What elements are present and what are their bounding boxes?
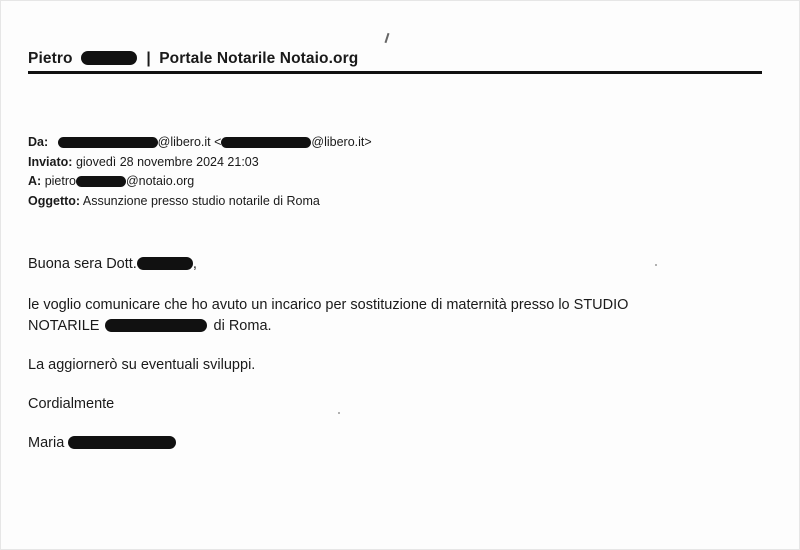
message-line-1: le voglio comunicare che ho avuto un incarico per sostituzione di maternità presso lo STUDIO: [28, 297, 629, 313]
redacted-studio-name: [105, 319, 207, 332]
update-line: La aggiornerò su eventuali sviluppi.: [28, 357, 256, 373]
document-header: [28, 50, 358, 68]
sent-value: giovedì 28 novembre 2024 21:03: [75, 154, 259, 169]
redacted-sender-address-2: [221, 137, 311, 148]
sent-label: Inviato:: [28, 154, 73, 169]
closing-line: Cordialmente: [28, 396, 115, 412]
signature-name: Maria: [28, 435, 65, 451]
from-row: [28, 133, 372, 153]
greeting-line: [28, 254, 768, 275]
scan-dust: [655, 264, 657, 266]
redacted-sender-address: [58, 137, 158, 148]
to-value-prefix: pietro: [44, 174, 76, 188]
subject-row: [28, 192, 372, 212]
from-label: Da:: [28, 135, 49, 149]
to-value-suffix: @notaio.org: [125, 174, 195, 188]
scan-speck: [385, 33, 390, 43]
email-body: [28, 254, 768, 454]
scan-dust: [338, 412, 340, 414]
redacted-signature-surname: [68, 436, 176, 449]
message-paragraph: [28, 295, 768, 337]
subject-value: Assunzione presso studio notarile di Roma: [82, 193, 320, 208]
redacted-recipient-surname: [76, 176, 126, 187]
signature-line: [28, 433, 768, 454]
from-value-part1: @libero.it <: [157, 135, 222, 149]
from-value-part2: @libero.it>: [311, 135, 372, 149]
message-line-2-suffix: di Roma.: [213, 318, 272, 334]
header-name: Pietro: [28, 50, 73, 67]
header-title: Portale Notarile Notaio.org: [159, 50, 359, 67]
sent-row: [28, 153, 372, 173]
greeting-text: Buona sera Dott.: [28, 256, 137, 272]
to-label: A:: [28, 174, 42, 188]
greeting-comma: ,: [192, 256, 197, 272]
subject-label: Oggetto:: [28, 193, 81, 208]
redacted-surname: [81, 51, 137, 65]
header-rule: [28, 71, 762, 74]
message-line-2-prefix: NOTARILE: [28, 318, 100, 334]
email-metadata: [28, 133, 372, 211]
to-row: [28, 172, 372, 192]
header-separator: |: [146, 50, 151, 67]
redacted-recipient-name: [137, 257, 193, 270]
